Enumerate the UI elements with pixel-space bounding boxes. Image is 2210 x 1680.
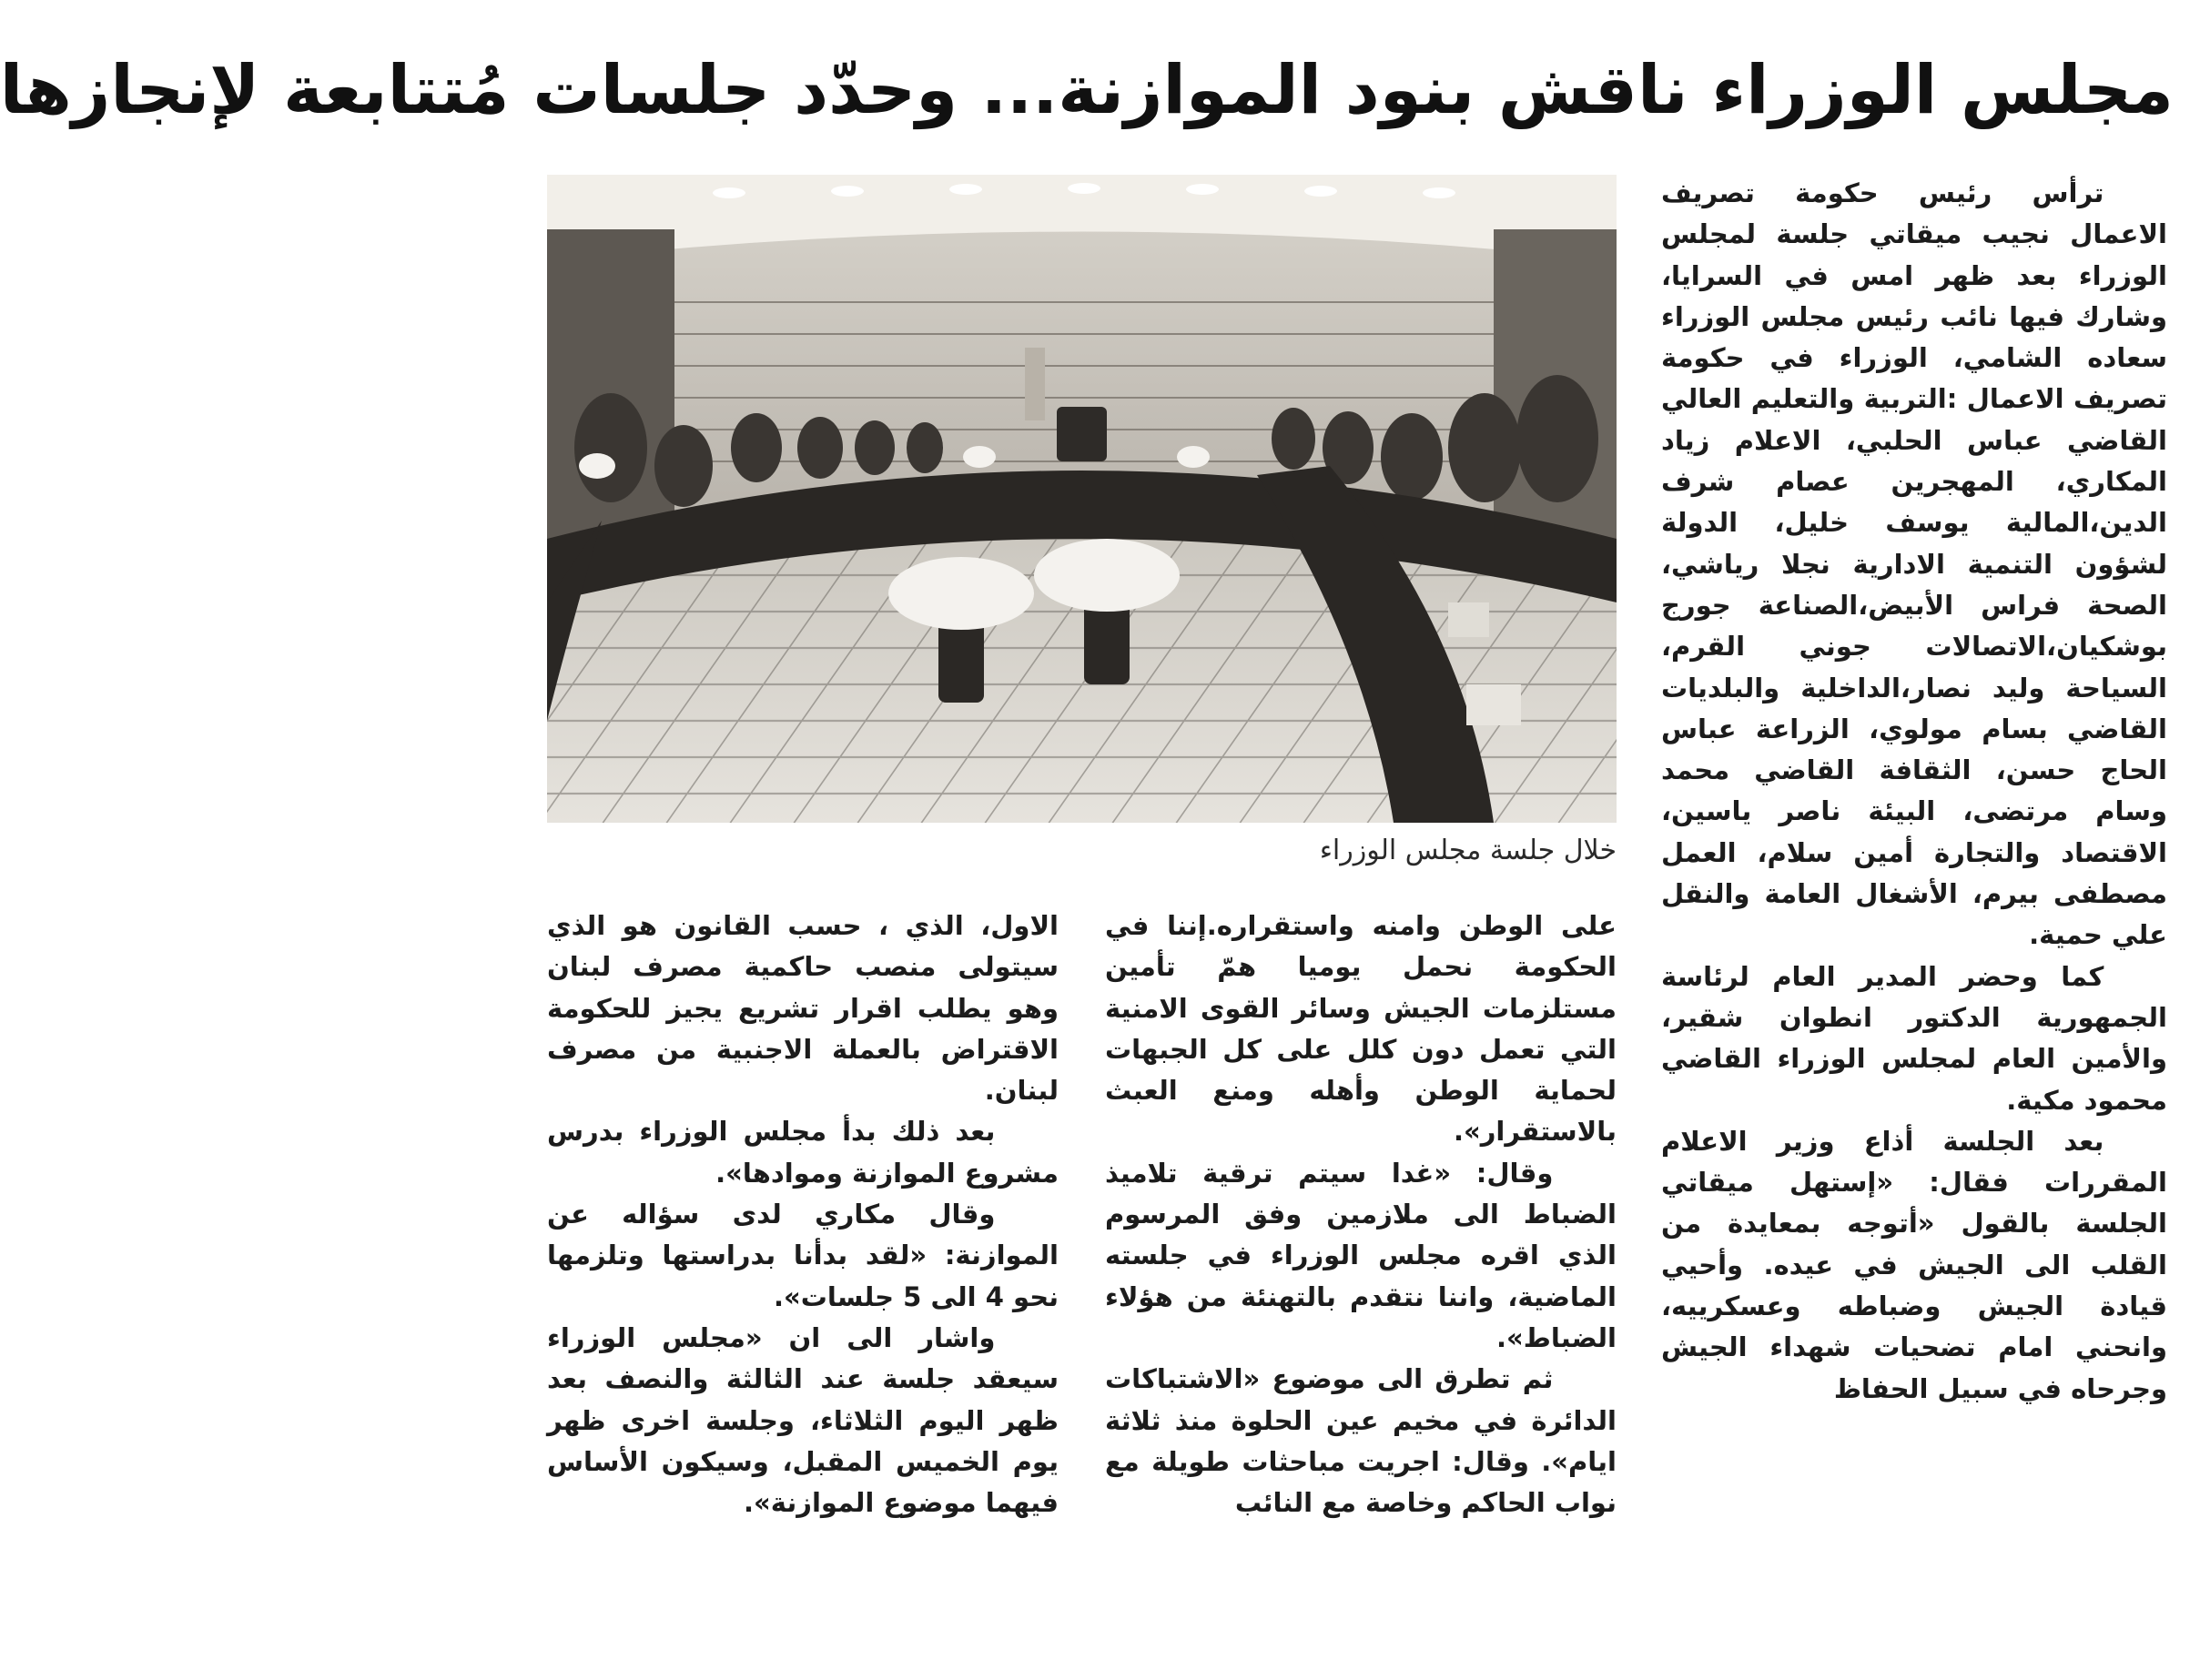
photo-caption: خلال جلسة مجلس الوزراء xyxy=(1319,835,1617,866)
article-column-right xyxy=(1661,173,2167,1647)
paragraph: الاول، الذي ، حسب القانون هو الذي سيتولى منصب حاكمية مصرف لبنان وهو يطلب اقرار تشريع يجيز للحكومة الاقتراض بالعملة الاجنبية من مصرف لبنان. xyxy=(547,910,1059,1107)
article-column-left xyxy=(547,906,1059,1647)
paragraph: واشار الى ان «مجلس الوزراء سيعقد جلسة عند الثالثة والنصف بعد ظهر اليوم الثلاثاء، وجلسة اخرى ظهر يوم الخميس المقبل، وسيكون الأساس فيهما موضوع الموازنة». xyxy=(547,1321,1059,1519)
paragraph: بعد ذلك بدأ مجلس الوزراء بدرس مشروع الموازنة وموادها». xyxy=(547,1116,1059,1189)
headline: مجلس الوزراء ناقش بنود الموازنة... وحدّد جلسات مُتتابعة لإنجازها xyxy=(0,51,2174,129)
cabinet-meeting-photo xyxy=(547,175,1617,823)
article-column-middle xyxy=(1105,906,1617,1647)
paragraph: كما وحضر المدير العام لرئاسة الجمهورية الدكتور انطوان شقير، والأمين العام لمجلس الوزراء القاضي محمود مكية. xyxy=(1661,960,2167,1116)
paragraph: بعد الجلسة أذاع وزير الاعلام المقررات فقال: «إستهل ميقاتي الجلسة بالقول «أتوجه بمعايدة من القلب الى الجيش في عيده. وأحيي قيادة الجيش وضباطه وعسكرييه، وانحني امام تضحيات شهداء الجيش وجرحاه في سبيل الحفاظ xyxy=(1661,1125,2167,1404)
paragraph: وقال مكاري لدى سؤاله عن الموازنة: «لقد بدأنا بدراستها وتلزمها نحو 4 الى 5 جلسات». xyxy=(547,1199,1059,1312)
photo-illustration xyxy=(547,175,1617,823)
paragraph: على الوطن وامنه واستقراره.إننا في الحكومة نحمل يوميا همّ تأمين مستلزمات الجيش وسائر القوى الامنية التي تعمل دون كلل على كل الجبهات لحماية الوطن وأهله ومنع العبث بالاستقرار». xyxy=(1105,910,1617,1148)
paragraph: ثم تطرق الى موضوع «الاشتباكات الدائرة في مخيم عين الحلوة منذ ثلاثة ايام». وقال: اجريت مباحثات طويلة مع نواب الحاكم وخاصة مع النائب xyxy=(1105,1363,1617,1519)
paragraph: وقال: «غدا سيتم ترقية تلاميذ الضباط الى ملازمين وفق المرسوم الذي اقره مجلس الوزراء في جلسته الماضية، واننا نتقدم بالتهنئة من هؤلاء الضباط». xyxy=(1105,1157,1617,1353)
paragraph: ترأس رئيس حكومة تصريف الاعمال نجيب ميقاتي جلسة لمجلس الوزراء بعد ظهر امس في السرايا، وشارك فيها نائب رئيس مجلس الوزراء سعاده الشامي، الوزراء في حكومة تصريف الاعمال :التربية والتعليم العالي القاضي عباس الحلبي، الاعلام زياد المكاري، المهجرين عصام شرف الدين،المالية يوسف خليل، الدولة لشؤون التنمية الادارية نجلا رياشي، الصحة فراس الأبيض،الصناعة جورج بوشكيان،الاتصالات جوني القرم، السياحة وليد نصار،الداخلية والبلديات القاضي بسام مولوي، الزراعة عباس الحاج حسن، الثقافة القاضي محمد وسام مرتضى، البيئة ناصر ياسين، الاقتصاد والتجارة أمين سلام، العمل مصطفى بيرم، الأشغال العامة والنقل علي حمية. xyxy=(1661,177,2167,951)
